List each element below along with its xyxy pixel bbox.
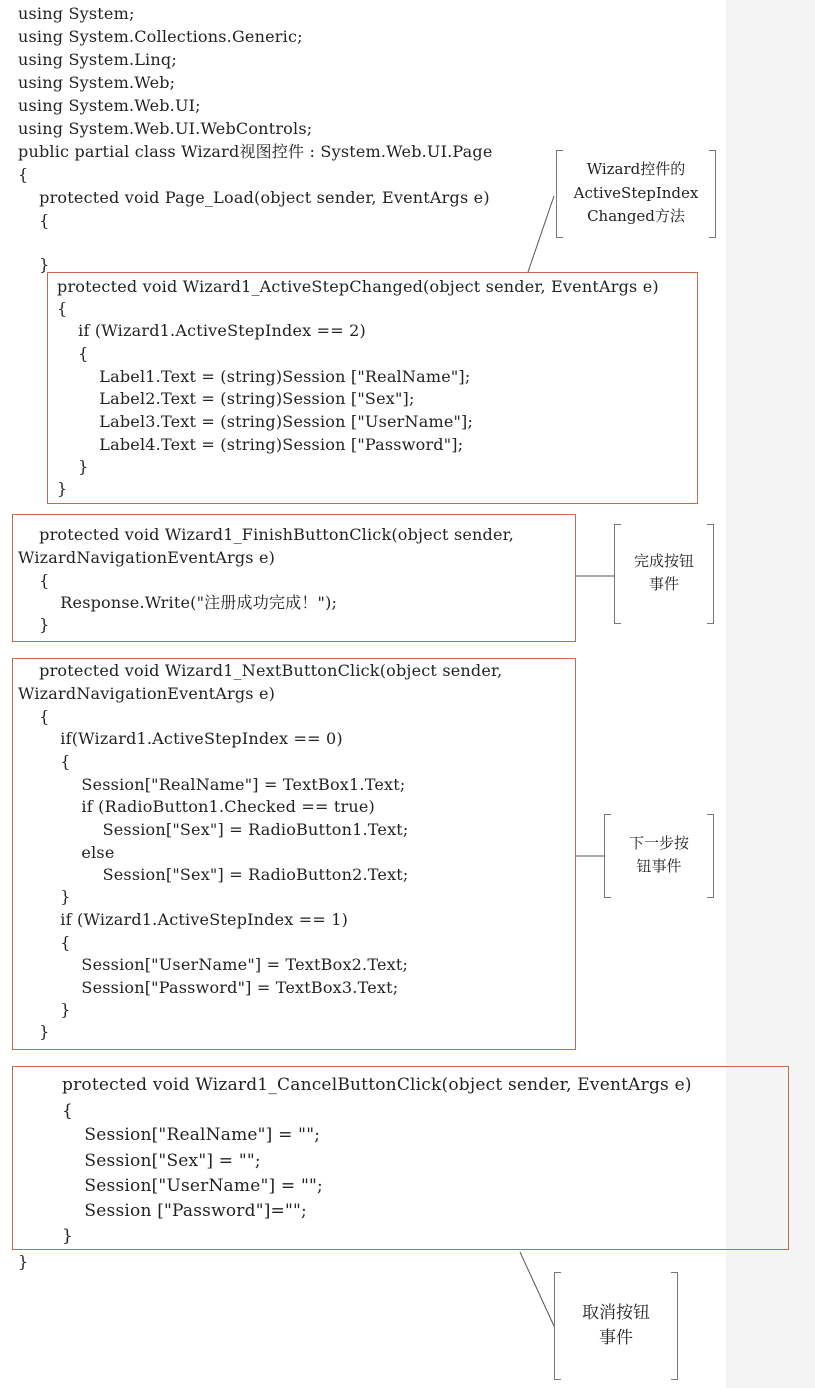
callout-finish-button xyxy=(614,524,714,624)
code-line: } xyxy=(62,1226,74,1246)
code-line: if (Wizard1.ActiveStepIndex == 2) xyxy=(57,321,366,340)
callout-active-step-changed xyxy=(556,150,716,238)
code-line: Label2.Text = (string)Session ["Sex"]; xyxy=(57,389,415,408)
code-line: Session["Password"] = TextBox3.Text; xyxy=(18,978,399,997)
code-line: public partial class Wizard视图控件 : System.Web.UI.Page xyxy=(18,142,493,161)
code-line: using System.Web.UI.WebControls; xyxy=(18,119,313,138)
callout-line: 完成按钮 xyxy=(633,552,694,570)
callout-next-button xyxy=(604,814,714,898)
code-line: protected void Wizard1_ActiveStepChanged(object sender, EventArgs e) xyxy=(57,277,659,296)
code-line: { xyxy=(57,344,89,363)
code-line: protected void Wizard1_CancelButtonClick(object sender, EventArgs e) xyxy=(62,1075,692,1095)
code-line: Label3.Text = (string)Session ["UserName"]; xyxy=(57,412,474,431)
code-line: } xyxy=(57,457,89,476)
callout-line: Changed方法 xyxy=(587,207,685,225)
code-line: protected void Wizard1_NextButtonClick(object sender, xyxy=(18,661,503,680)
code-line: if (RadioButton1.Checked == true) xyxy=(18,797,375,816)
code-line: { xyxy=(18,707,50,726)
leader-line-cancel xyxy=(520,1252,554,1326)
code-line: if(Wizard1.ActiveStepIndex == 0) xyxy=(18,729,343,748)
code-line: Session["UserName"] = ""; xyxy=(62,1176,323,1196)
code-line: { xyxy=(18,933,71,952)
code-line: protected void Page_Load(object sender, EventArgs e) xyxy=(18,188,490,207)
callout-line: 钮事件 xyxy=(636,857,682,875)
code-line: protected void Wizard1_FinishButtonClick(object sender, xyxy=(18,525,515,544)
code-line: { xyxy=(18,211,50,230)
code-line: Response.Write("注册成功完成！"); xyxy=(18,593,338,612)
code-line: Session["RealName"] = ""; xyxy=(62,1125,321,1145)
code-line: Session["RealName"] = TextBox1.Text; xyxy=(18,775,406,794)
code-line: Label1.Text = (string)Session ["RealName"]; xyxy=(57,367,471,386)
leader-line-active-step xyxy=(528,196,554,272)
code-line: } xyxy=(18,887,71,906)
code-line: Session ["Password"]=""; xyxy=(62,1201,307,1221)
code-line: } xyxy=(18,1022,50,1041)
callout-line: 下一步按 xyxy=(628,834,689,852)
code-line: else xyxy=(18,843,115,862)
code-line: Session["UserName"] = TextBox2.Text; xyxy=(18,955,409,974)
code-line: using System; xyxy=(18,4,135,23)
code-line: using System.Collections.Generic; xyxy=(18,27,303,46)
code-line: using System.Linq; xyxy=(18,50,177,69)
callout-line: 事件 xyxy=(648,575,679,593)
callout-cancel-button xyxy=(554,1272,678,1380)
code-line: Session["Sex"] = RadioButton2.Text; xyxy=(18,865,409,884)
code-closing-brace xyxy=(18,1250,29,1288)
callout-line: Wizard控件的 xyxy=(586,160,686,178)
code-line: } xyxy=(18,255,50,274)
code-header xyxy=(18,2,493,274)
code-line: } xyxy=(18,1252,29,1271)
code-line: { xyxy=(18,165,29,184)
callout-line: 取消按钮 xyxy=(582,1303,650,1323)
code-line: { xyxy=(62,1101,74,1121)
code-cancel-button-click xyxy=(62,1073,692,1246)
code-next-button-click xyxy=(18,659,503,1041)
code-line: Session["Sex"] = ""; xyxy=(62,1151,261,1171)
code-line: WizardNavigationEventArgs e) xyxy=(18,548,276,567)
code-line: } xyxy=(57,479,68,498)
callout-line: ActiveStepIndex xyxy=(573,184,699,202)
code-line: using System.Web.UI; xyxy=(18,96,201,115)
code-line: { xyxy=(18,752,71,771)
code-line: Session["Sex"] = RadioButton1.Text; xyxy=(18,820,409,839)
code-line: } xyxy=(18,1000,71,1019)
code-line: if (Wizard1.ActiveStepIndex == 1) xyxy=(18,910,349,929)
code-line: using System.Web; xyxy=(18,73,176,92)
code-line: Label4.Text = (string)Session ["Password"]; xyxy=(57,435,464,454)
code-line: { xyxy=(18,571,50,590)
code-finish-button-click xyxy=(18,523,515,637)
callout-line: 事件 xyxy=(599,1328,633,1348)
code-line: } xyxy=(18,615,50,634)
code-active-step-changed xyxy=(57,275,659,498)
code-line: { xyxy=(57,299,68,318)
code-line: WizardNavigationEventArgs e) xyxy=(18,684,276,703)
